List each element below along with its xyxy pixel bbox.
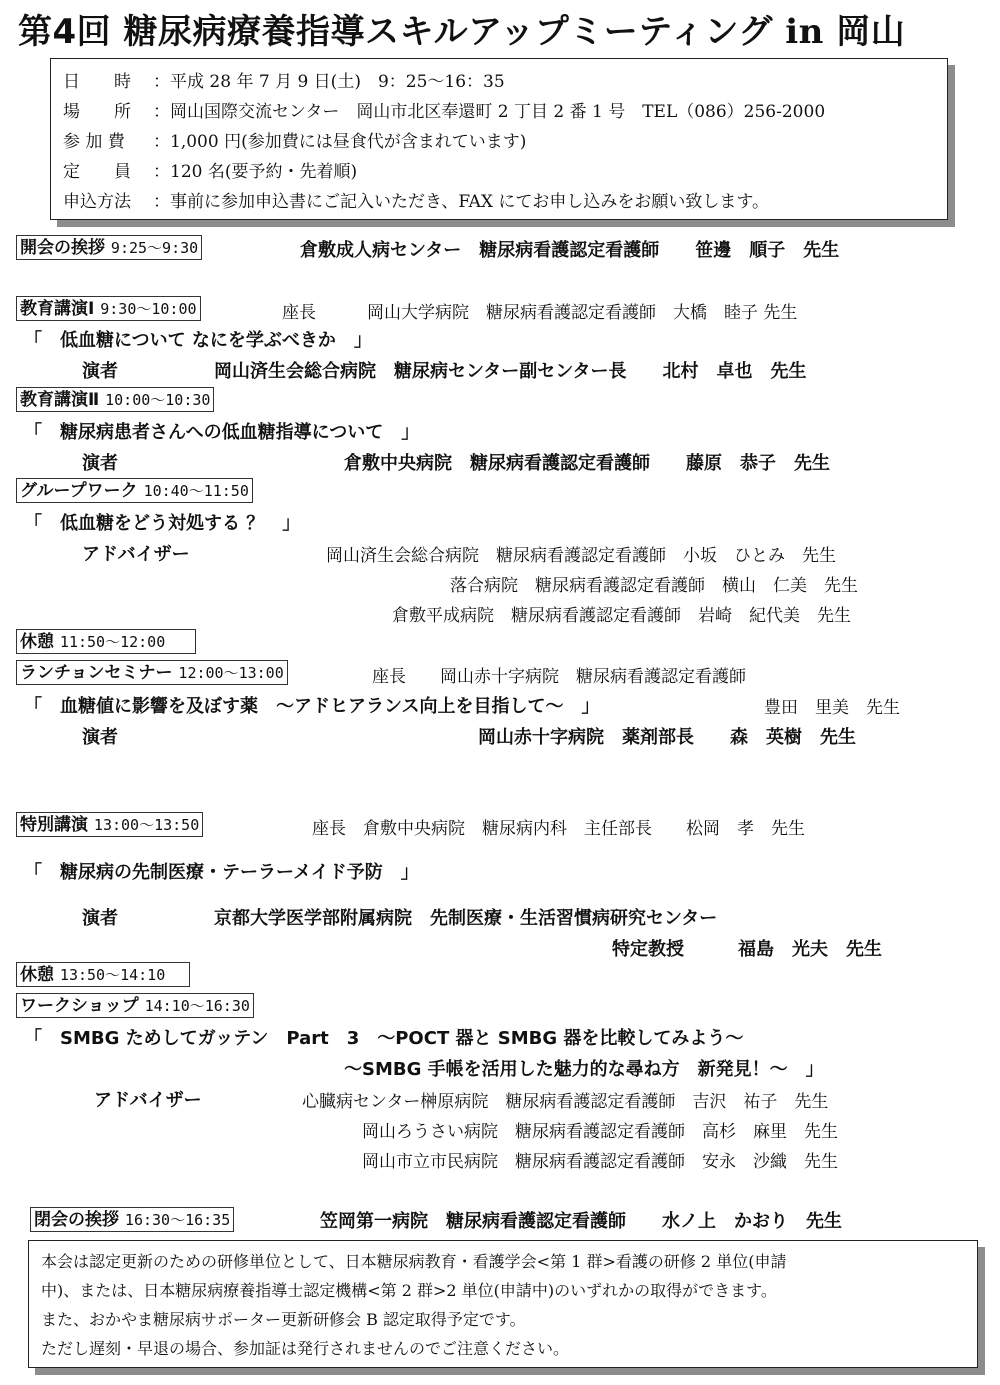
- special-lecture-presenter: 京都大学医学部附属病院 先制医療・生活習慣病研究センター: [214, 908, 718, 929]
- luncheon-presenter: 岡山赤十字病院 薬剤部長 森 英樹 先生: [478, 727, 856, 748]
- groupwork-advisor: 岡山済生会総合病院 糖尿病看護認定看護師 小坂 ひとみ 先生: [326, 546, 836, 566]
- break2-tag: [16, 962, 190, 987]
- lecture2-presenter-label: 演者: [82, 453, 118, 474]
- closing-speaker: 笠岡第一病院 糖尿病看護認定看護師 水ノ上 かおり 先生: [320, 1211, 842, 1232]
- workshop-advisor: 心臓病センター榊原病院 糖尿病看護認定看護師 吉沢 祐子 先生: [302, 1092, 829, 1112]
- tag-time: 10:00～10:30: [105, 391, 211, 409]
- info-value: 事前に参加申込書にご記入いただき、FAX にてお申し込みをお願い致します。: [170, 192, 770, 212]
- page-title: [18, 4, 905, 53]
- tag-time: 12:00～13:00: [178, 664, 284, 682]
- lecture2-presenter: 倉敷中央病院 糖尿病看護認定看護師 藤原 恭子 先生: [344, 453, 830, 474]
- tag-time: 11:50～12:00: [59, 633, 166, 651]
- luncheon-presenter-label: 演者: [82, 727, 118, 748]
- tag-time: 14:10～16:30: [144, 997, 250, 1015]
- info-row-date: 日 時 ：平成 28 年 7 月 9 日(土) 9：25～16：35: [63, 67, 505, 92]
- tag-time: 13:00～13:50: [93, 816, 200, 834]
- tag-label: 教育講演Ⅰ: [20, 299, 95, 319]
- tag-time: 9:25～9:30: [110, 239, 199, 257]
- info-key: 場 所: [63, 102, 131, 122]
- info-value: 平成 28 年 7 月 9 日(土) 9：25～16：35: [170, 72, 505, 92]
- notes-box: [28, 1240, 978, 1368]
- info-key: 参 加 費: [63, 132, 125, 152]
- luncheon-tag: [16, 660, 288, 685]
- lecture1-topic: 「 低血糖について なにを学ぶべきか 」: [24, 330, 372, 351]
- event-info-box: [50, 58, 948, 220]
- groupwork-advisor-label: アドバイザー: [82, 544, 190, 565]
- tag-label: ランチョンセミナー: [20, 663, 173, 683]
- note-line: ただし遅刻・早退の場合、参加証は発行されませんのでご注意ください。: [41, 1339, 570, 1358]
- info-value: 120 名(要予約・先着順): [170, 162, 358, 182]
- info-row-capacity: 定 員 ：120 名(要予約・先着順): [63, 157, 357, 182]
- special-lecture-topic: 「 糖尿病の先制医療・テーラーメイド予防 」: [24, 862, 419, 883]
- luncheon-topic: 「 血糖値に影響を及ぼす薬 ～アドヒアランス向上を目指して～ 」: [24, 696, 600, 717]
- luncheon-chair-name: 豊田 里美 先生: [764, 698, 900, 718]
- break1-tag: [16, 629, 196, 654]
- tag-time: 16:30～16:35: [124, 1211, 231, 1229]
- info-row-application: 申込方法 ：事前に参加申込書にご記入いただき、FAX にてお申し込みをお願い致します。: [63, 187, 769, 212]
- closing-tag: [30, 1207, 234, 1232]
- groupwork-advisor: 倉敷平成病院 糖尿病看護認定看護師 岩崎 紀代美 先生: [392, 606, 851, 626]
- info-key: 申込方法: [63, 192, 131, 212]
- info-value: 1,000 円(参加費には昼食代が含まれています): [170, 132, 527, 152]
- workshop-tag: [16, 993, 254, 1018]
- special-lecture-presenter-label: 演者: [82, 908, 118, 929]
- opening-tag: [16, 235, 202, 260]
- opening-speaker: 倉敷成人病センター 糖尿病看護認定看護師 笹邊 順子 先生: [300, 240, 840, 261]
- workshop-advisor: 岡山市立市民病院 糖尿病看護認定看護師 安永 沙織 先生: [362, 1152, 838, 1172]
- tag-label: 休憩: [20, 965, 54, 985]
- lecture1-presenter-label: 演者: [82, 361, 118, 382]
- tag-time: 9:30～10:00: [100, 300, 197, 318]
- special-lecture-chair: 座長 倉敷中央病院 糖尿病内科 主任部長 松岡 孝 先生: [312, 819, 805, 839]
- tag-label: 閉会の挨拶: [34, 1210, 119, 1230]
- lecture2-tag: [16, 387, 214, 412]
- note-line: また、おかやま糖尿病サポーター更新研修会 B 認定取得予定です。: [41, 1310, 526, 1329]
- note-line: 本会は認定更新のための研修単位として、日本糖尿病教育・看護学会<第 1 群>看護の研修 2 単位(申請: [41, 1252, 787, 1271]
- info-key: 日 時: [63, 72, 131, 92]
- info-row-fee: 参 加 費 ：1,000 円(参加費には昼食代が含まれています): [63, 127, 526, 152]
- tag-label: 休憩: [20, 632, 54, 652]
- tag-time: 10:40～11:50: [143, 482, 249, 500]
- tag-time: 13:50～14:10: [59, 966, 166, 984]
- workshop-advisor: 岡山ろうさい病院 糖尿病看護認定看護師 高杉 麻里 先生: [362, 1122, 838, 1142]
- tag-label: 開会の挨拶: [20, 238, 105, 258]
- special-lecture-presenter-title: 特定教授 福島 光夫 先生: [612, 939, 882, 960]
- lecture1-presenter: 岡山済生会総合病院 糖尿病センター副センター長 北村 卓也 先生: [214, 361, 807, 382]
- info-value: 岡山国際交流センター 岡山市北区奉還町 2 丁目 2 番 1 号 TEL（086）256-2000: [170, 102, 826, 122]
- tag-label: グループワーク: [20, 481, 138, 501]
- tag-label: ワークショップ: [20, 996, 139, 1016]
- title-main: 第4回 糖尿病療養指導スキルアップミーティング: [18, 12, 773, 52]
- groupwork-advisor: 落合病院 糖尿病看護認定看護師 横山 仁美 先生: [450, 576, 858, 596]
- info-row-venue: 場 所 ：岡山国際交流センター 岡山市北区奉還町 2 丁目 2 番 1 号 TEL（086）256-2000: [63, 97, 825, 122]
- workshop-advisor-label: アドバイザー: [94, 1090, 202, 1111]
- lecture1-tag: [16, 296, 201, 321]
- special-lecture-tag: [16, 812, 203, 837]
- workshop-topic-continued: ～SMBG 手帳を活用した魅力的な尋ね方 新発見！～ 」: [344, 1059, 824, 1080]
- info-key: 定 員: [63, 162, 131, 182]
- workshop-topic: 「 SMBG ためしてガッテン Part 3 ～POCT 器と SMBG 器を比較してみよう～: [24, 1028, 744, 1049]
- groupwork-tag: [16, 478, 253, 503]
- luncheon-chair: 座長 岡山赤十字病院 糖尿病看護認定看護師: [372, 667, 746, 687]
- note-line: 中)、または、日本糖尿病療養指導士認定機構<第 2 群>2 単位(申請中)のいずれかの取得ができます。: [41, 1281, 777, 1300]
- lecture1-chair: 座長 岡山大学病院 糖尿病看護認定看護師 大橋 睦子 先生: [282, 303, 798, 323]
- tag-label: 特別講演: [20, 815, 88, 835]
- title-suffix: in 岡山: [785, 12, 906, 52]
- tag-label: 教育講演Ⅱ: [20, 390, 100, 410]
- groupwork-topic: 「 低血糖をどう対処する ？ 」: [24, 513, 301, 534]
- lecture2-topic: 「 糖尿病患者さんへの低血糖指導について 」: [24, 422, 420, 443]
